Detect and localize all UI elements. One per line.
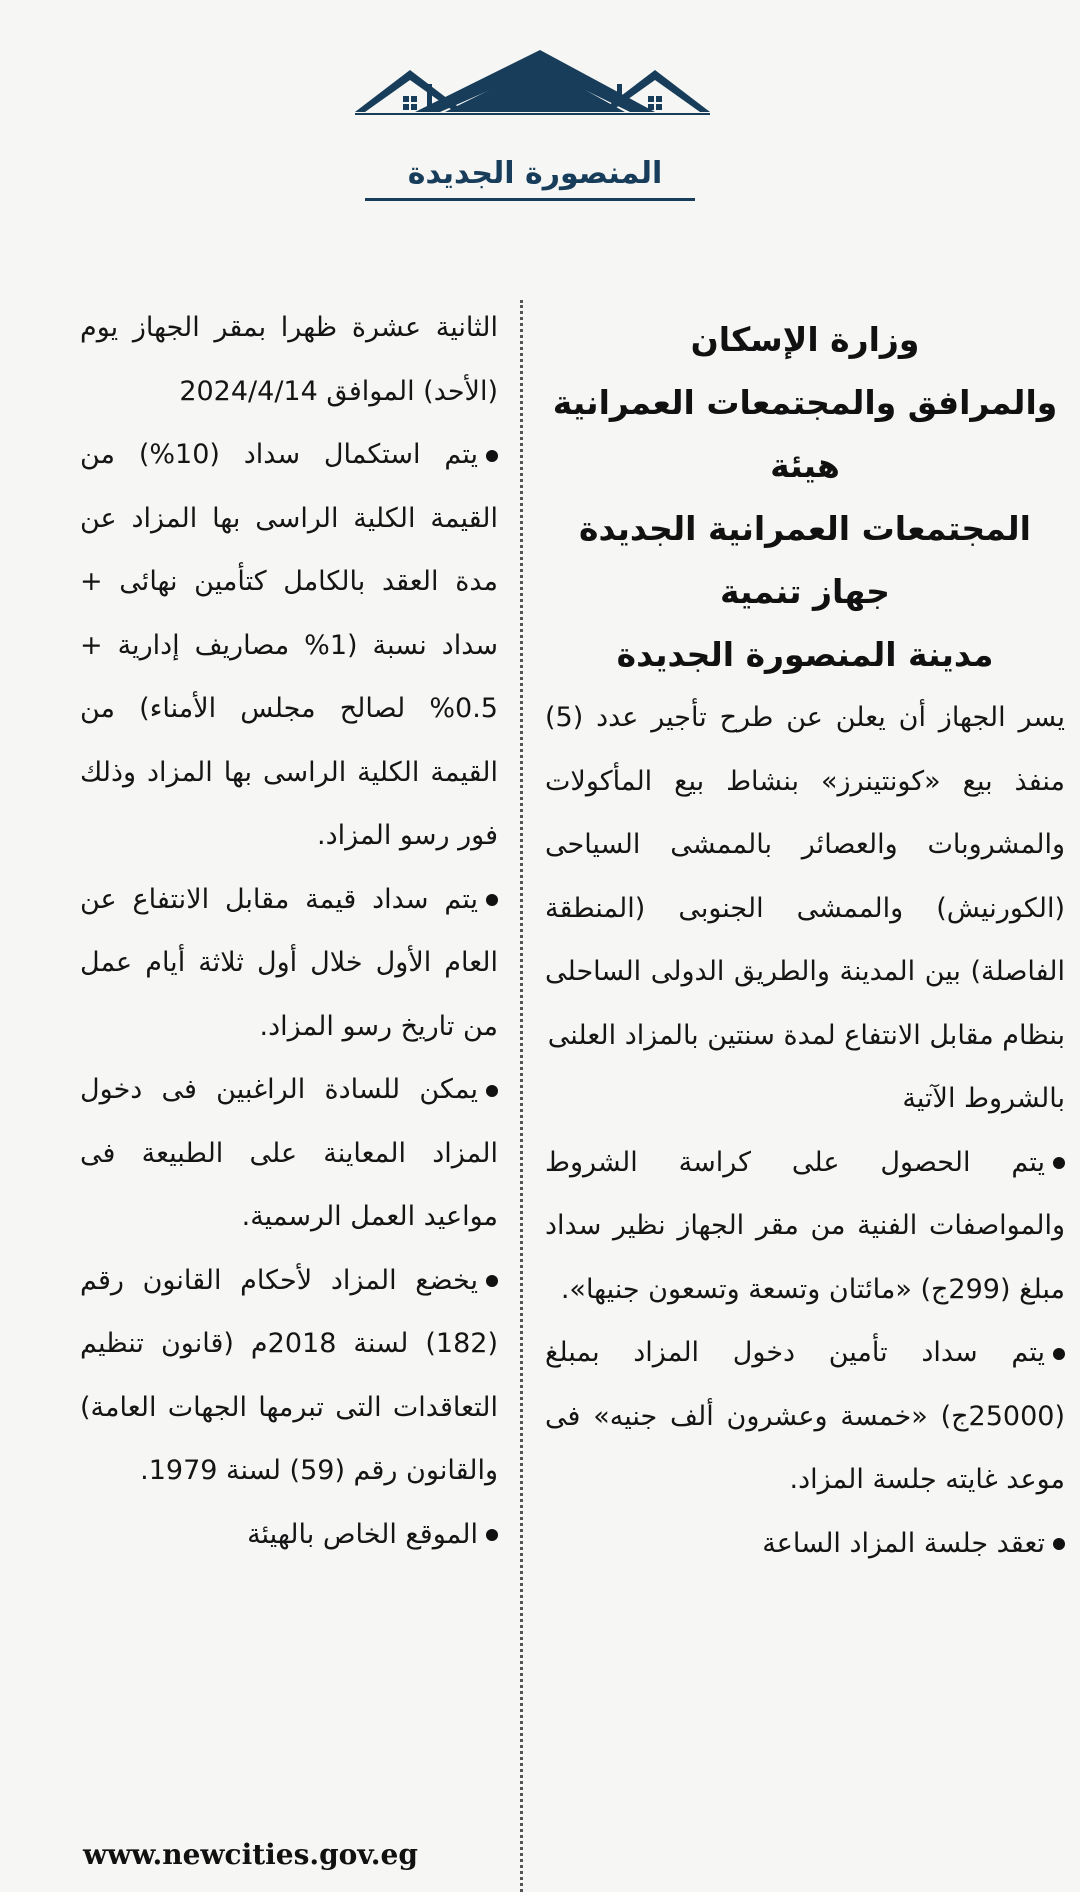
condition-item: تعقد جلسة المزاد الساعة [545, 1512, 1065, 1576]
heading-line: مدينة المنصورة الجديدة [616, 635, 994, 674]
announcement-intro: يسر الجهاز أن يعلن عن طرح تأجير عدد (5) منفذ بيع «كونتينرز» بنشاط بيع المأكولات والمشروبات والعصائر بالممشى السياحى (الكورنيش) والممشى الجنوبى (المنطقة الفاصلة) بين المدينة والطريق الدولى الساحلى بنظام مقابل الانتفاع لمدة سنتين بالمزاد العلنى [545, 702, 1065, 1051]
conditions-title: بالشروط الآتية [902, 1083, 1065, 1114]
heading-line: المجتمعات العمرانية الجديدة [578, 509, 1031, 548]
heading-line: والمرافق والمجتمعات العمرانية [552, 383, 1058, 422]
bullet-icon [1053, 1157, 1065, 1169]
bullet-icon [486, 894, 498, 906]
condition-item: يتم سداد قيمة مقابل الانتفاع عن العام الأول خلال أول ثلاثة أيام عمل من تاريخ رسو المزاد. [80, 883, 498, 1042]
condition-item: يتم الحصول على كراسة الشروط والمواصفات الفنية من مقر الجهاز نظير سداد مبلغ (299ج) «مائتان وتسعة وتسعون جنيها». [545, 1146, 1065, 1305]
bullet-icon [486, 1085, 498, 1097]
left-column [80, 296, 498, 1566]
ministry-heading [545, 308, 1065, 686]
bullet-icon [1053, 1538, 1065, 1550]
condition-item: يتم استكمال سداد (10%) من القيمة الكلية الراسى بها المزاد عن مدة العقد بالكامل كتأمين نهائى + سداد نسبة (1% مصاريف إدارية + 0.5% لصالح مجلس الأمناء) من القيمة الكلية الراسى بها المزاد وذلك فور رسو المزاد. [80, 439, 498, 851]
condition-item: يتم سداد تأمين دخول المزاد بمبلغ (25000ج) «خمسة وعشرون ألف جنيه» فى موعد غايته جلسة المزاد. [545, 1337, 1065, 1495]
right-column [545, 308, 1065, 1575]
heading-line: هيئة [770, 446, 840, 485]
bullet-icon [1053, 1348, 1065, 1360]
condition-item: الموقع الخاص بالهيئة [80, 1503, 498, 1567]
continuation-text: الثانية عشرة ظهرا بمقر الجهاز يوم (الأحد) الموافق 2024/4/14 [80, 312, 498, 407]
logo-text: المنصورة الجديدة [407, 156, 663, 191]
heading-line: وزارة الإسكان [690, 320, 920, 359]
bullet-icon [486, 1275, 498, 1287]
website-link[interactable]: www.newcities.gov.eg [83, 1838, 418, 1871]
new-mansoura-logo [355, 50, 710, 200]
heading-line: جهاز تنمية [720, 572, 890, 611]
condition-item: يخضع المزاد لأحكام القانون رقم (182) لسنة 2018م (قانون تنظيم التعاقدات التى تبرمها الجهات العامة) والقانون رقم (59) لسنة 1979. [80, 1264, 498, 1486]
houses-roof-icon [355, 50, 710, 160]
bullet-icon [486, 1529, 498, 1541]
condition-item: يمكن للسادة الراغبين فى دخول المزاد المعاينة على الطبيعة فى مواعيد العمل الرسمية. [80, 1074, 498, 1232]
column-divider [520, 300, 523, 1892]
bullet-icon [486, 450, 498, 462]
logo-underline [365, 198, 695, 201]
